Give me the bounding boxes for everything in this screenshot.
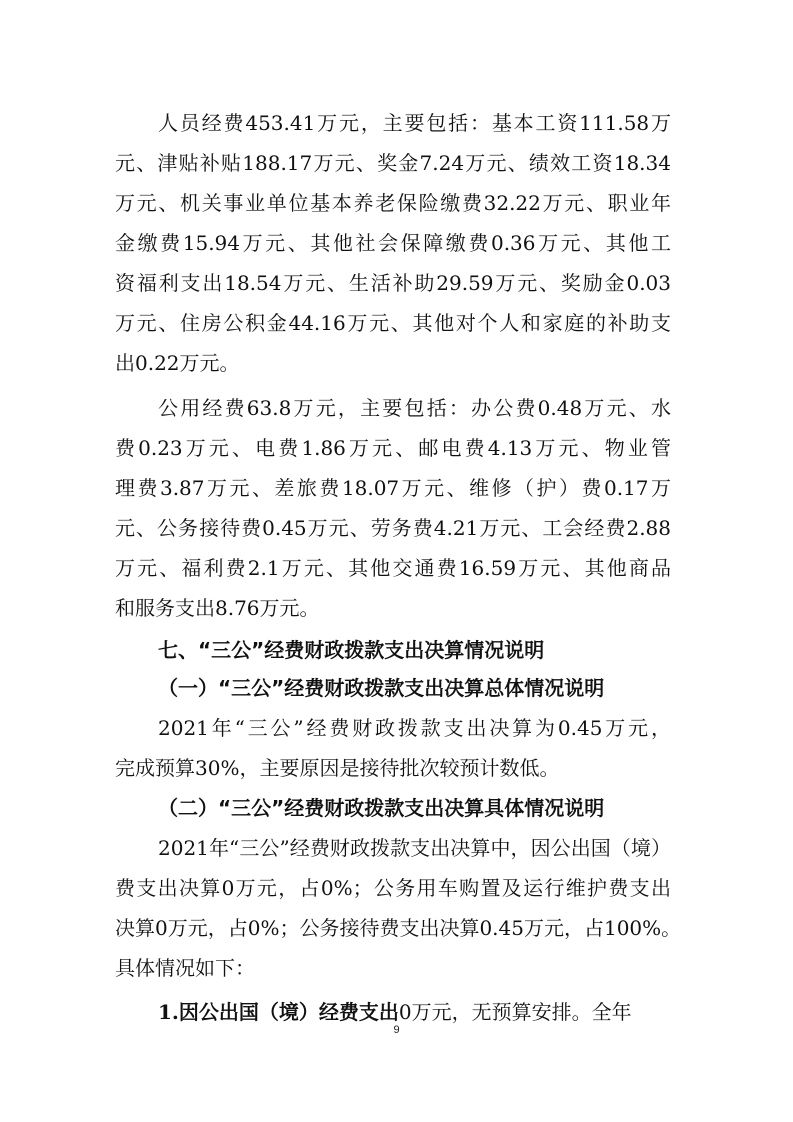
public-paragraph-line: 元、公务接待费0.45万元、劳务费4.21万元、工会经费2.88 xyxy=(115,516,671,540)
subsection-body-line: 决算0万元，占0%；公务接待费支出决算0.45万元，占100%。 xyxy=(115,916,682,940)
subsection-heading: （一）“三公”经费财政拨款支出决算总体情况说明 xyxy=(158,676,605,700)
personnel-paragraph-line: 金缴费15.94万元、其他社会保障缴费0.36万元、其他工 xyxy=(115,231,671,255)
list-item-label: 1.因公出国（境）经费支出 xyxy=(158,1000,399,1024)
public-paragraph-line: 和服务支出8.76万元。 xyxy=(115,596,320,620)
section-heading: 七、“三公”经费财政拨款支出决算情况说明 xyxy=(158,638,545,662)
subsection-body-line: 完成预算30%，主要原因是接待批次较预计数低。 xyxy=(115,756,560,780)
personnel-paragraph-line: 出0.22万元。 xyxy=(115,351,240,375)
personnel-paragraph-line: 资福利支出18.54万元、生活补助29.59万元、奖励金0.03 xyxy=(115,271,671,295)
personnel-paragraph-line: 元、津贴补贴188.17万元、奖金7.24万元、绩效工资18.34 xyxy=(115,151,671,175)
personnel-paragraph-line: 万元、住房公积金44.16万元、其他对个人和家庭的补助支 xyxy=(115,311,671,335)
public-paragraph-line: 万元、福利费2.1万元、其他交通费16.59万元、其他商品 xyxy=(115,556,671,580)
subsection-body-line: 2021年“三公”经费财政拨款支出决算为0.45万元， xyxy=(158,716,671,740)
subsection-heading: （二）“三公”经费财政拨款支出决算具体情况说明 xyxy=(158,796,605,820)
public-paragraph-line: 理费3.87万元、差旅费18.07万元、维修（护）费0.17万 xyxy=(115,476,671,500)
subsection-body-line: 2021年“三公”经费财政拨款支出决算中，因公出国（境） xyxy=(158,836,671,860)
personnel-paragraph-line: 万元、机关事业单位基本养老保险缴费32.22万元、职业年 xyxy=(115,191,671,215)
page-number: 9 xyxy=(393,1024,400,1036)
public-paragraph-line: 公用经费63.8万元，主要包括：办公费0.48万元、水 xyxy=(158,396,671,420)
public-paragraph-line: 费0.23万元、电费1.86万元、邮电费4.13万元、物业管 xyxy=(115,436,671,460)
list-item-text: 0万元，无预算安排。全年 xyxy=(398,1000,632,1024)
subsection-body-line: 具体情况如下： xyxy=(115,956,255,980)
personnel-paragraph-line: 人员经费453.41万元，主要包括：基本工资111.58万 xyxy=(158,111,671,135)
subsection-body-line: 费支出决算0万元，占0%；公务用车购置及运行维护费支出 xyxy=(115,876,671,900)
